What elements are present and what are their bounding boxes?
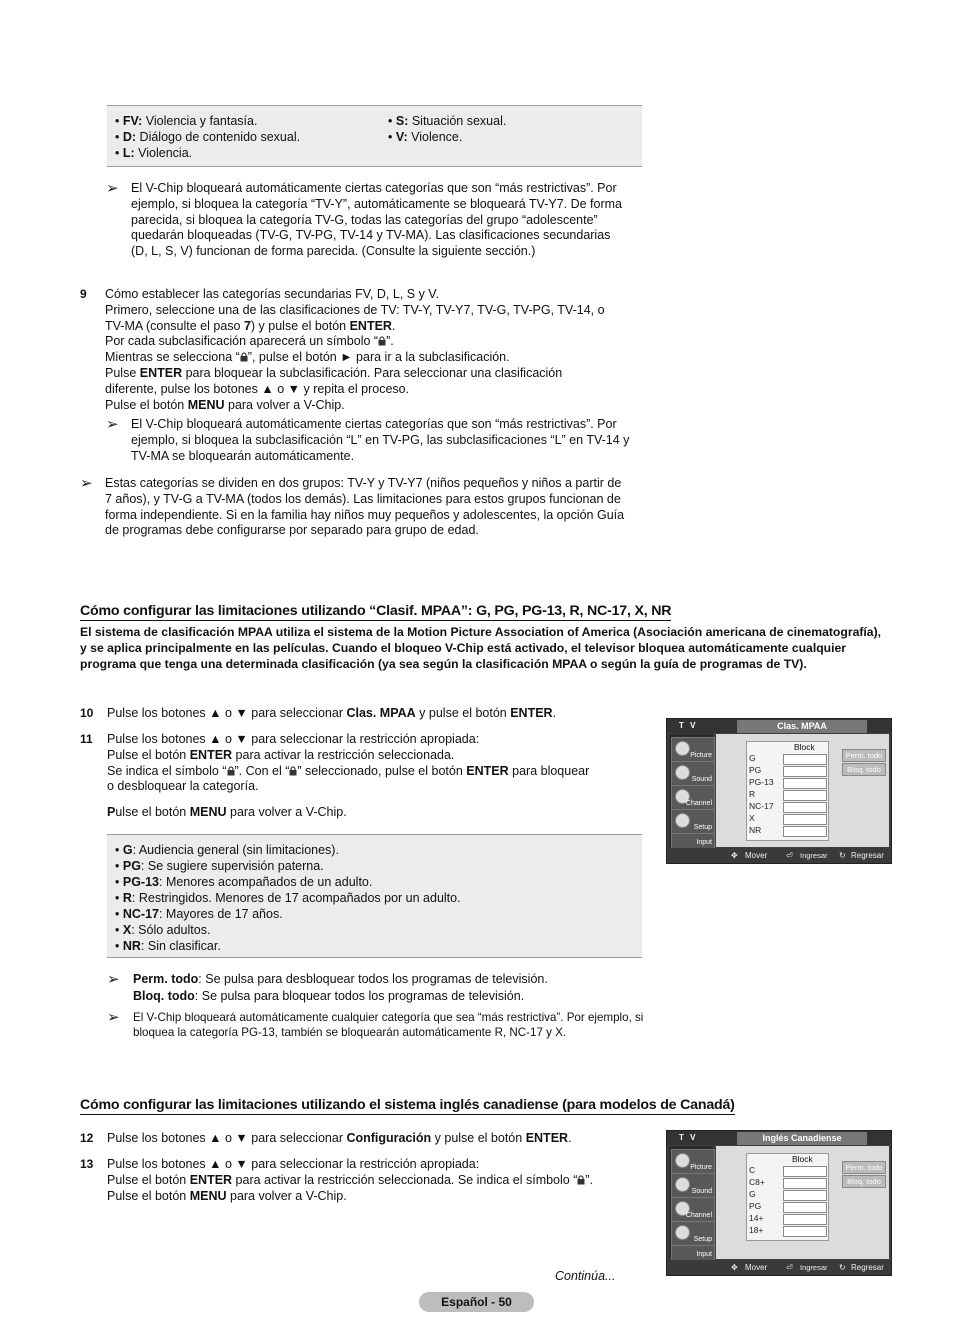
step-11-text: Pulse los botones ▲ o ▼ para seleccionar la restricción apropiada: Pulse el botón ENTER para activar la restricción seleccionada. Se indica el símbolo “ ”. Con el “ ” seleccionado, pulse el botón ENTER para bloquear o desbloquear la categoría. Pulse el botón MENU para volver a V-Chip. — [107, 732, 590, 820]
list-item: • G: Audiencia general (sin limitaciones). — [115, 843, 339, 857]
ratings-box — [107, 834, 642, 958]
sound-icon — [675, 765, 690, 780]
section-heading-canada: Cómo configurar las limitaciones utilizando el sistema inglés canadiense (para modelos de Canadá) — [80, 1097, 735, 1113]
lock-icon — [240, 352, 248, 362]
menu-footer: ✥ Mover ⏎ Ingresar ↻ Regresar — [667, 848, 891, 863]
step-9-text: Cómo establecer las categorías secundarias FV, D, L, S y V. Primero, seleccione una de las clasificaciones de TV: TV-Y, TV-Y7, TV-G, TV-PG, TV-14, o TV-MA (consulte el paso 7) y pulse el botón ENTER. Por cada subclasificación aparecerá un símbolo “ ”. Mientras se selecciona “ ”, pulse el botón ► para ir a la subclasificación. Pulse ENTER para bloquear la subclasificación. Para seleccionar una clasificación diferente, pulse los botones ▲ o ▼ y repita el proceso. Pulse el botón MENU para volver a V-Chip. — [105, 287, 605, 412]
enter-icon: ⏎ — [786, 851, 793, 860]
return-icon: ↻ — [839, 851, 846, 860]
list-item[interactable]: G — [749, 1189, 756, 1199]
tab-input[interactable]: Input — [671, 833, 715, 849]
list-item: • R: Restringidos. Menores de 17 acompañados por un adulto. — [115, 891, 461, 905]
picture-icon — [675, 1153, 690, 1168]
arrow-note-icon: ➢ — [107, 971, 120, 988]
step-13-text: Pulse los botones ▲ o ▼ para seleccionar la restricción apropiada: Pulse el botón ENTER para activar la restricción seleccionada. Se indica el símbolo “ ”. Pulse el botón MENU para volver a V-Chip. — [107, 1157, 594, 1203]
list-item: • L: Violencia. — [115, 146, 193, 160]
list-item: • S: Situación sexual. — [388, 114, 507, 128]
lock-icon — [227, 766, 235, 776]
step-12-text: Pulse los botones ▲ o ▼ para seleccionar Configuración y pulse el botón ENTER. — [107, 1131, 572, 1145]
arrow-note-icon: ➢ — [107, 1009, 120, 1026]
step-number: 10 — [80, 706, 94, 720]
list-item[interactable]: 14+ — [749, 1213, 764, 1223]
list-item[interactable]: C8+ — [749, 1177, 765, 1187]
list-item[interactable]: PG-13 — [749, 777, 774, 787]
tab-picture[interactable]: Picture — [671, 1149, 715, 1174]
menu-title: Inglés Canadiense — [737, 1132, 867, 1145]
setup-icon — [675, 813, 690, 828]
tab-channel[interactable]: Channel — [671, 785, 715, 810]
arrow-note-icon: ➢ — [80, 475, 93, 492]
list-item: • D: Diálogo de contenido sexual. — [115, 130, 301, 144]
tab-sound[interactable]: Sound — [671, 761, 715, 786]
tab-setup[interactable]: Setup — [671, 1221, 715, 1246]
menu-title: Clas. MPAA — [737, 720, 867, 733]
rating-list: Block G PG PG-13 R NC-17 X NR — [746, 741, 829, 841]
tv-label: T V — [679, 721, 698, 730]
perm-text: Perm. todo: Se pulsa para desbloquear todos los programas de televisión. — [133, 972, 548, 986]
list-item: • PG-13: Menores acompañados de un adulto. — [115, 875, 373, 889]
list-item: • NC-17: Mayores de 17 años. — [115, 907, 283, 921]
note-text: El V-Chip bloqueará automáticamente ciertas categorías que son “más restrictivas”. Por ejemplo, si bloquea la subclasificación “L” en TV-PG, las subclasificaciones “L” en TV-14 y TV-MA se bloquearán automáticamente. — [131, 417, 630, 463]
bloq-todo-button[interactable]: Bloq. todo — [842, 763, 886, 776]
setup-icon — [675, 1225, 690, 1240]
perm-todo-button[interactable]: Perm. todo — [842, 1161, 886, 1174]
tv-menu-mpaa — [666, 718, 892, 864]
page-number: Español - 50 — [419, 1292, 534, 1312]
tab-setup[interactable]: Setup — [671, 809, 715, 834]
list-item: • FV: Violencia y fantasía. — [115, 114, 258, 128]
mpaa-intro: El sistema de clasificación MPAA utiliza el sistema de la Motion Picture Association of America (Asociación americana de cinematografía), y se aplica principalmente en las películas. Cuando el bloqueo V-Chip está activado, el televisor bloquea automáticamente cualquier programa que tenga una determinada clasificación (ya sea según la clasificación MPAA o según la guía de programas de TV). — [80, 625, 882, 671]
lock-icon — [378, 336, 386, 346]
tab-sound[interactable]: Sound — [671, 1173, 715, 1198]
list-item[interactable]: R — [749, 789, 756, 799]
list-item[interactable]: NC-17 — [749, 801, 774, 811]
note-text: El V-Chip bloqueará automáticamente cualquier categoría que sea “más restrictiva”. Por ejemplo, si bloquea la categoría PG-13, también se bloquearán automáticamente R, NC-17 y X. — [133, 1011, 644, 1039]
tab-input[interactable]: Input — [671, 1245, 715, 1261]
move-icon: ✥ — [731, 851, 738, 860]
list-item[interactable]: PG — [749, 765, 762, 775]
step-number: 11 — [80, 732, 93, 746]
tv-label: T V — [679, 1133, 698, 1142]
picture-icon — [675, 741, 690, 756]
rating-list: Block C C8+ G PG 14+ 18+ — [746, 1153, 829, 1241]
list-item: • V: Violence. — [388, 130, 463, 144]
return-icon: ↻ — [839, 1263, 846, 1272]
arrow-note-icon: ➢ — [106, 416, 119, 433]
step-number: 12 — [80, 1131, 94, 1145]
list-item: • X: Sólo adultos. — [115, 923, 211, 937]
sound-icon — [675, 1177, 690, 1192]
menu-footer: ✥ Mover ⏎ Ingresar ↻ Regresar — [667, 1260, 891, 1275]
list-item[interactable]: 18+ — [749, 1225, 764, 1235]
bloq-todo-button[interactable]: Bloq. todo — [842, 1175, 886, 1188]
list-item: • PG: Se sugiere supervisión paterna. — [115, 859, 324, 873]
tab-channel[interactable]: Channel — [671, 1197, 715, 1222]
continua-text: Continúa... — [555, 1269, 616, 1283]
list-item: • NR: Sin clasificar. — [115, 939, 221, 953]
perm-todo-button[interactable]: Perm. todo — [842, 749, 886, 762]
note-text: El V-Chip bloqueará automáticamente ciertas categorías que son “más restrictivas”. Por ejemplo, si bloquea la categoría “TV-Y”, automáticamente se bloqueará TV-Y7. De forma parecida, si bloquea la categoría TV-G, todas las categorías del grupo “adolescente” quedarán bloqueadas (TV-G, TV-PG, TV-14 y TV-MA). Las clasificaciones secundarias (D, L, S, V) funcionan de forma parecida. (Consulte la siguiente sección.) — [131, 181, 622, 259]
subcategory-box — [107, 105, 642, 167]
tv-menu-canada — [666, 1130, 892, 1276]
list-item[interactable]: X — [749, 813, 755, 823]
section-heading-mpaa: Cómo configurar las limitaciones utilizando “Clasif. MPAA”: G, PG, PG-13, R, NC-17, X, NR — [80, 603, 672, 619]
note-text: Estas categorías se dividen en dos grupos: TV-Y y TV-Y7 (niños pequeños y niños a partir de 7 años), y TV-G a TV-MA (todos los demás). Las limitaciones para estos grupos funcionan de forma independiente. Si en la familia hay niños muy pequeños y adolescentes, la opción Guía de programas debe configurarse por separado para grupo de edad. — [105, 476, 625, 538]
bloq-text: Bloq. todo: Se pulsa para bloquear todos los programas de televisión. — [133, 989, 525, 1003]
tab-picture[interactable]: Picture — [671, 737, 715, 762]
arrow-note-icon: ➢ — [106, 180, 119, 197]
step-number: 13 — [80, 1157, 94, 1171]
list-item[interactable]: C — [749, 1165, 756, 1175]
step-number: 9 — [80, 287, 87, 301]
move-icon: ✥ — [731, 1263, 738, 1272]
enter-icon: ⏎ — [786, 1263, 793, 1272]
list-item[interactable]: G — [749, 753, 756, 763]
list-item[interactable]: NR — [749, 825, 762, 835]
step-10-text: Pulse los botones ▲ o ▼ para seleccionar Clas. MPAA y pulse el botón ENTER. — [107, 706, 557, 720]
list-item[interactable]: PG — [749, 1201, 762, 1211]
